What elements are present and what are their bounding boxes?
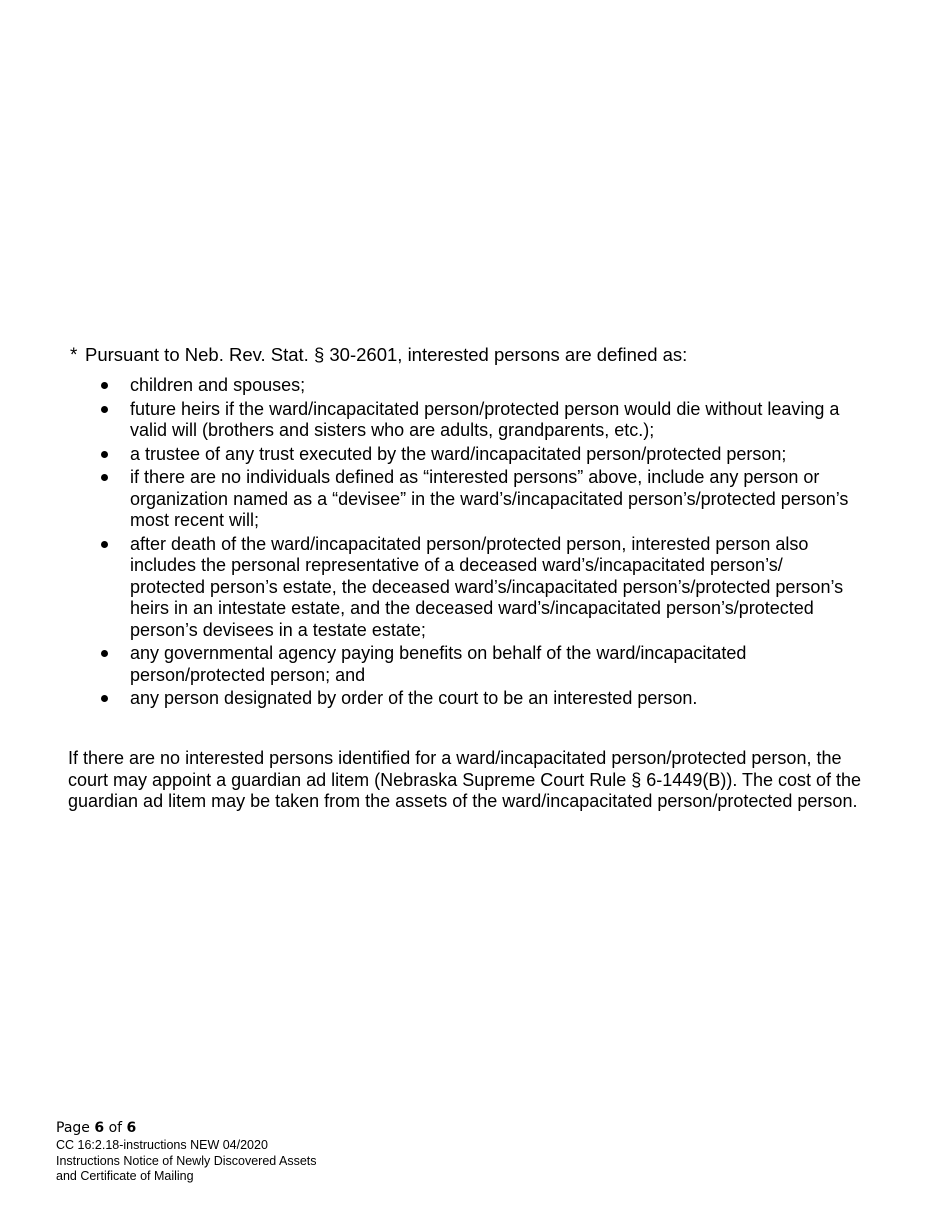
list-item	[98, 534, 858, 642]
intro-text: Pursuant to Neb. Rev. Stat. § 30-2601, interested persons are defined as:	[85, 344, 688, 365]
form-code: CC 16:2.18-instructions NEW 04/2020	[56, 1138, 268, 1152]
page-word: Page	[56, 1120, 90, 1136]
list-item	[98, 399, 858, 442]
list-item-text: any governmental agency paying benefits on behalf of the ward/incapacitated person/protected person; and	[130, 643, 747, 685]
list-item-text: if there are no individuals defined as “interested persons” above, include any person or organization named as a “devisee” in the ward’s/incapacitated person’s/protected person’s most recent will;	[130, 467, 849, 530]
list-item-text: after death of the ward/incapacitated person/protected person, interested person also includes the personal representative of a deceased ward’s/incapacitated person’s/ protected person’s estate, the deceased ward’s/incapacitated person’s/protected person’s heirs in an intestate estate, and the deceased ward’s/incapacitated person’s/protected person’s devisees in a testate estate;	[130, 533, 844, 640]
list-item	[98, 688, 858, 710]
bullet-icon	[101, 451, 108, 458]
list-item-text: children and spouses;	[130, 375, 306, 395]
bullet-icon	[101, 474, 108, 481]
page-total: 6	[126, 1120, 137, 1136]
guardian-ad-litem-paragraph: If there are no interested persons identified for a ward/incapacitated person/protected person, the court may appoint a guardian ad litem (Nebraska Supreme Court Rule § 6-1449(B)). The cost of the guardian ad litem may be taken from the assets of the ward/incapacitated person/protected person.	[68, 748, 862, 811]
list-item	[98, 643, 858, 686]
bullet-icon	[101, 541, 108, 548]
asterisk-marker: *	[70, 345, 78, 366]
bullet-icon	[101, 406, 108, 413]
list-item-text: future heirs if the ward/incapacitated person/protected person would die without leaving a valid will (brothers and sisters who are adults, grandparents, etc.);	[130, 398, 840, 440]
list-item	[98, 444, 858, 466]
form-title-line-1: Instructions Notice of Newly Discovered Assets	[56, 1153, 317, 1168]
bullet-icon	[101, 695, 108, 702]
list-item	[98, 467, 858, 532]
bullet-icon	[101, 382, 108, 389]
list-item-text: any person designated by order of the court to be an interested person.	[130, 688, 698, 708]
bullet-icon	[101, 650, 108, 657]
list-item-text: a trustee of any trust executed by the ward/incapacitated person/protected person;	[130, 443, 787, 464]
page-footer	[56, 1118, 456, 1185]
page-current: 6	[94, 1120, 105, 1136]
intro-statement	[70, 343, 890, 368]
page-of-word: of	[108, 1120, 123, 1136]
page-number	[56, 1118, 456, 1138]
list-item	[98, 375, 858, 397]
form-title-line-2: and Certificate of Mailing	[56, 1169, 194, 1183]
interested-persons-list	[98, 375, 858, 712]
